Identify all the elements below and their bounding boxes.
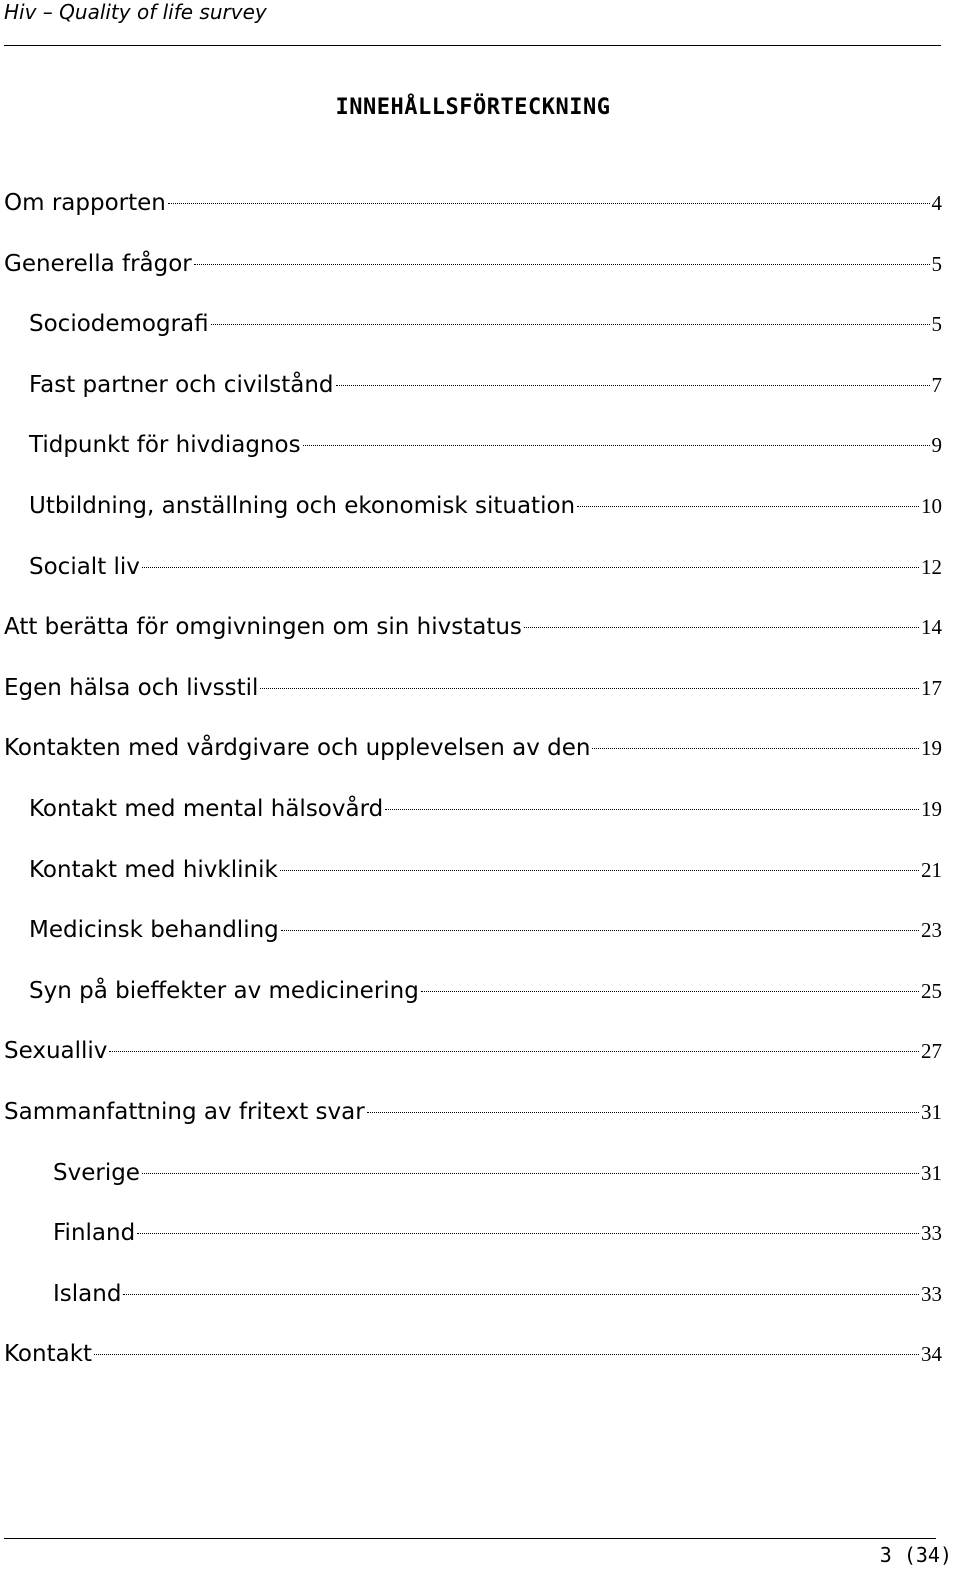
toc-entry[interactable] xyxy=(4,1160,942,1221)
toc-entry-title[interactable]: Sammanfattning av fritext svar xyxy=(4,1098,365,1125)
toc-entry-page[interactable]: 34 xyxy=(921,1342,942,1367)
toc-entry-line xyxy=(4,493,942,529)
toc-entry-title[interactable]: Kontakten med vårdgivare och upplevelsen av den xyxy=(4,735,591,762)
toc-entry-page[interactable]: 10 xyxy=(921,493,942,518)
toc-dot-leader xyxy=(142,1172,919,1174)
toc-entry-line xyxy=(4,857,942,893)
toc-entry[interactable] xyxy=(4,493,942,554)
toc-entry-line xyxy=(4,675,942,711)
toc-entry[interactable] xyxy=(4,857,942,918)
toc-dot-leader xyxy=(421,990,919,992)
toc-entry-title[interactable]: Tidpunkt för hivdiagnos xyxy=(29,432,301,459)
toc-dot-leader xyxy=(577,505,919,507)
toc-entry-line xyxy=(4,372,942,408)
toc-entry[interactable] xyxy=(4,1038,942,1099)
toc-dot-leader xyxy=(367,1111,919,1113)
toc-dot-leader xyxy=(281,929,919,931)
toc-entry-line xyxy=(4,978,942,1014)
table-of-contents xyxy=(4,190,942,1402)
toc-entry-line xyxy=(4,1220,942,1256)
toc-entry-title[interactable]: Island xyxy=(53,1280,122,1307)
toc-entry-line xyxy=(4,190,942,226)
toc-entry-line xyxy=(4,554,942,590)
toc-entry-page[interactable]: 7 xyxy=(931,372,942,397)
toc-entry-title[interactable]: Finland xyxy=(53,1220,136,1247)
toc-entry[interactable] xyxy=(4,735,942,796)
toc-entry-title[interactable]: Sexualliv xyxy=(4,1038,108,1065)
toc-dot-leader xyxy=(385,808,919,810)
toc-dot-leader xyxy=(524,626,919,628)
toc-dot-leader xyxy=(592,747,919,749)
toc-dot-leader xyxy=(260,687,919,689)
toc-entry-page[interactable]: 21 xyxy=(921,857,942,882)
toc-entry-line xyxy=(4,1038,942,1074)
toc-entry-page[interactable]: 25 xyxy=(921,978,942,1003)
toc-entry-line xyxy=(4,311,942,347)
toc-entry-page[interactable]: 31 xyxy=(921,1160,942,1185)
toc-dot-leader xyxy=(280,869,919,871)
toc-entry-title[interactable]: Socialt liv xyxy=(29,553,140,580)
toc-entry-title[interactable]: Kontakt med hivklinik xyxy=(29,856,278,883)
toc-entry-title[interactable]: Sociodemografi xyxy=(29,311,209,338)
toc-entry-title[interactable]: Kontakt xyxy=(4,1341,93,1368)
toc-entry-page[interactable]: 17 xyxy=(921,675,942,700)
toc-entry[interactable] xyxy=(4,1281,942,1342)
toc-entry-line xyxy=(4,796,942,832)
toc-entry-line xyxy=(4,432,942,468)
toc-entry-page[interactable]: 31 xyxy=(921,1099,942,1124)
toc-entry-page[interactable]: 5 xyxy=(931,312,942,337)
toc-entry-page[interactable]: 23 xyxy=(921,918,942,943)
toc-entry-page[interactable]: 12 xyxy=(921,554,942,579)
toc-dot-leader xyxy=(137,1232,919,1234)
page-title: INNEHÅLLSFÖRTECKNING xyxy=(335,95,611,120)
toc-entry[interactable] xyxy=(4,251,942,312)
toc-entry-page[interactable]: 33 xyxy=(921,1281,942,1306)
toc-entry[interactable] xyxy=(4,675,942,736)
toc-entry-title[interactable]: Syn på bieffekter av medicinering xyxy=(29,977,419,1004)
toc-entry-title[interactable]: Att berätta för omgivningen om sin hivstatus xyxy=(4,614,522,641)
toc-entry-page[interactable]: 9 xyxy=(931,433,942,458)
toc-entry-page[interactable]: 4 xyxy=(931,191,942,215)
toc-entry[interactable] xyxy=(4,978,942,1039)
toc-entry[interactable] xyxy=(4,432,942,493)
toc-entry-title[interactable]: Generella frågor xyxy=(4,250,192,277)
page-number: 3 (34) xyxy=(879,1543,952,1567)
toc-entry-page[interactable]: 27 xyxy=(921,1039,942,1064)
toc-entry-line xyxy=(4,1281,942,1317)
toc-entry-title[interactable]: Medicinsk behandling xyxy=(29,917,279,944)
toc-entry-page[interactable]: 19 xyxy=(921,796,942,821)
toc-entry-line xyxy=(4,1160,942,1196)
toc-entry-line xyxy=(4,614,942,650)
toc-entry[interactable] xyxy=(4,190,942,251)
toc-dot-leader xyxy=(336,384,930,386)
footer-divider xyxy=(4,1538,936,1539)
toc-entry-title[interactable]: Kontakt med mental hälsovård xyxy=(29,795,384,822)
toc-entry[interactable] xyxy=(4,1220,942,1281)
toc-entry-line xyxy=(4,735,942,771)
toc-entry[interactable] xyxy=(4,372,942,433)
toc-dot-leader xyxy=(211,323,930,325)
toc-entry-title[interactable]: Sverige xyxy=(53,1159,140,1186)
toc-entry-line xyxy=(4,917,942,953)
toc-entry-line xyxy=(4,1341,942,1377)
toc-entry-page[interactable]: 33 xyxy=(921,1221,942,1246)
toc-entry-page[interactable]: 5 xyxy=(931,251,942,276)
header-divider xyxy=(4,45,941,46)
toc-dot-leader xyxy=(109,1050,919,1052)
toc-entry-line xyxy=(4,1099,942,1135)
toc-entry-page[interactable]: 19 xyxy=(921,736,942,761)
toc-entry-page[interactable]: 14 xyxy=(921,615,942,640)
toc-entry[interactable] xyxy=(4,554,942,615)
toc-entry-title[interactable]: Om rapporten xyxy=(4,190,166,216)
running-header: Hiv – Quality of life survey xyxy=(4,0,267,24)
toc-entry-line xyxy=(4,251,942,287)
toc-entry[interactable] xyxy=(4,311,942,372)
toc-entry[interactable] xyxy=(4,614,942,675)
toc-dot-leader xyxy=(168,202,930,204)
toc-dot-leader xyxy=(194,263,930,265)
toc-entry-title[interactable]: Fast partner och civilstånd xyxy=(29,371,334,398)
toc-entry[interactable] xyxy=(4,796,942,857)
toc-entry-title[interactable]: Egen hälsa och livsstil xyxy=(4,674,259,701)
toc-entry[interactable] xyxy=(4,1341,942,1402)
toc-dot-leader xyxy=(303,444,930,446)
toc-dot-leader xyxy=(142,566,919,568)
toc-dot-leader xyxy=(94,1353,919,1355)
toc-entry[interactable] xyxy=(4,1099,942,1160)
toc-entry[interactable] xyxy=(4,917,942,978)
toc-dot-leader xyxy=(123,1293,919,1295)
toc-entry-title[interactable]: Utbildning, anställning och ekonomisk situation xyxy=(29,492,576,519)
